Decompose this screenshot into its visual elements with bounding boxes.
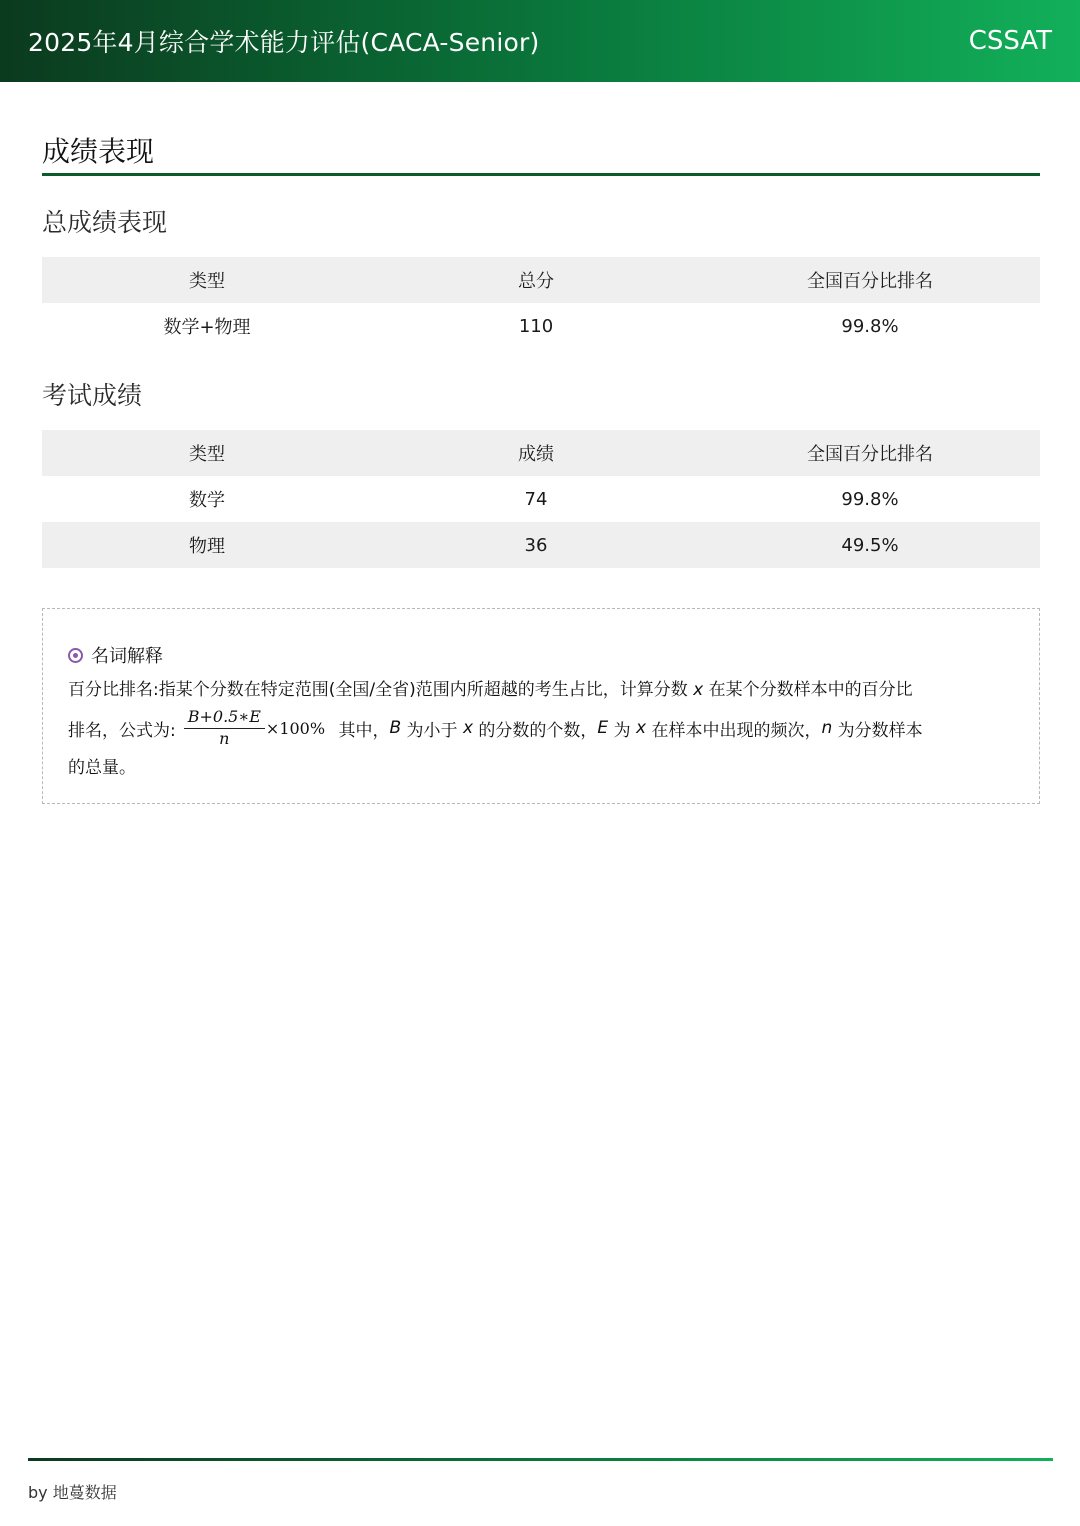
variable-x: x — [693, 680, 704, 700]
glossary-text: 在样本中出现的频次， — [646, 720, 822, 741]
cell-type: 物理 — [189, 536, 225, 557]
glossary-title: 名词解释 — [91, 646, 163, 667]
glossary-text: 为 — [608, 720, 636, 741]
formula-fraction — [184, 707, 265, 749]
header-score: 成绩 — [518, 444, 554, 465]
cell-score: 36 — [524, 534, 548, 556]
variable-x: x — [635, 718, 647, 738]
report-title: 2025年4月综合学术能力评估(CACA-Senior) — [28, 28, 540, 57]
cell-percentile: 49.5% — [841, 534, 899, 556]
glossary-text: 排名，公式为: — [68, 720, 176, 741]
overall-score-title: 总成绩表现 — [42, 208, 168, 237]
glossary-text: 的分数的个数， — [473, 720, 598, 741]
table-row — [42, 303, 1040, 349]
glossary-text: 为小于 — [401, 720, 463, 741]
header-percentile: 全国百分比排名 — [807, 444, 933, 465]
header-type: 类型 — [189, 444, 225, 465]
header-total: 总分 — [518, 271, 554, 292]
report-header — [0, 0, 1080, 82]
section-divider — [42, 173, 1040, 176]
table-header-row — [42, 430, 1040, 476]
section-title: 成绩表现 — [42, 135, 155, 168]
formula-numerator: B+0.5∗E — [184, 707, 265, 729]
brand-logo-text: CSSAT — [968, 26, 1052, 56]
footer-divider — [28, 1458, 1053, 1461]
cell-percentile: 99.8% — [841, 315, 899, 337]
table-row — [42, 476, 1040, 522]
table-header-row — [42, 257, 1040, 303]
variable-x: x — [462, 718, 474, 738]
cell-total: 110 — [518, 315, 554, 337]
overall-score-table — [42, 257, 1040, 349]
header-type: 类型 — [189, 271, 225, 292]
exam-score-title: 考试成绩 — [42, 381, 143, 410]
percentile-formula — [184, 707, 325, 749]
glossary-header — [68, 641, 1015, 669]
glossary-text: 为分数样本 — [832, 720, 923, 741]
variable-b: B — [389, 718, 402, 738]
cell-score: 74 — [524, 488, 548, 510]
cell-type: 数学+物理 — [163, 317, 251, 338]
glossary-line-2 — [68, 705, 1015, 751]
cell-percentile: 99.8% — [841, 488, 899, 510]
formula-multiplier: ×100% — [265, 718, 326, 738]
cell-type: 数学 — [189, 490, 225, 511]
exam-score-table — [42, 430, 1040, 568]
glossary-text: 其中， — [333, 720, 390, 741]
formula-denominator: n — [219, 729, 230, 748]
header-percentile: 全国百分比排名 — [807, 271, 933, 292]
glossary-line-3: 的总量。 — [68, 758, 136, 778]
glossary-text: 百分比排名:指某个分数在特定范围(全国/全省)范围内所超越的考生占比，计算分数 — [68, 680, 694, 700]
glossary-text: 在某个分数样本中的百分比 — [703, 680, 913, 700]
variable-e: E — [597, 718, 609, 738]
glossary-line-1 — [68, 675, 1015, 705]
glossary-box — [42, 608, 1040, 804]
variable-n: n — [821, 718, 833, 738]
radio-dot-icon — [68, 648, 83, 663]
table-row — [42, 522, 1040, 568]
footer-credit: by 地蔓数据 — [28, 1483, 117, 1502]
